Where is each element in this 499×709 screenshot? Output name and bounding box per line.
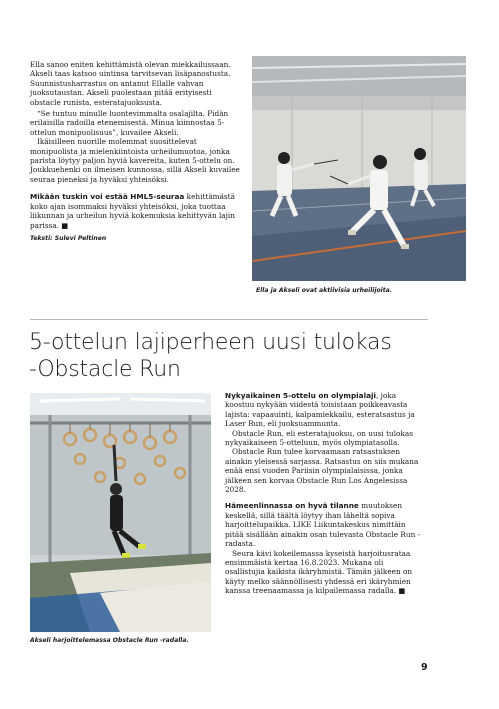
fencing-photo — [252, 56, 466, 281]
paragraph: Ikäisilleen nuorille molemmat suosittelevat monipuolista ja mielenkiintoista urheilumuotoa, jonka parista löytyy paljon hyviä kavereita, kuten 5-ottelu on. Joukkuehenki on ilmeisen kunnossa, sillä Akseli kuvailee seuraa pieneksi ja hyväksi yhteisöksi. — [30, 137, 240, 184]
paragraph: Obstacle Run tulee korvaamaan ratsastuksen ainakin yleisessä sarjassa. Ratsastus on siis mukana enää ensi vuoden Pariisin olympialaisissa, jonka jälkeen sen korvaa Obstacle Run Los Angelesissa 2028. — [225, 447, 419, 495]
top-left-column — [30, 60, 244, 243]
paragraph: “Se tuntuu minulle luontevimmalta osalajilta. Pidän erilaisilla radoilla etenemisestä. Minua kiinnostaa 5-ottelun monipuolisuus”, kuvailee Akseli. — [30, 109, 229, 137]
lead-in: Mikään tuskin voi estää HML5-seuraa — [30, 192, 185, 202]
lead-in: Nykyaikainen 5-ottelu on olympialaji — [225, 391, 377, 400]
bottom-right-column — [225, 391, 425, 596]
paragraph — [225, 501, 425, 548]
paragraph-rest: , joka koostuu nykyään viidestä toisistaan poikkeavasta lajista: vapaauinti, kalpamiekkailu, esteratsastus ja Laser Run, eli juoksuammunta. — [225, 391, 415, 429]
section-heading — [29, 329, 449, 383]
fencing-photo-caption: Ella ja Akseli ovat aktiivisia urheilijoita. — [256, 287, 393, 294]
obstacle-run-photo — [30, 393, 211, 632]
paragraph — [30, 192, 244, 230]
lead-in: Hämeenlinnassa on hyvä tilanne — [225, 501, 359, 511]
byline: Teksti: Sulevi Peltinen — [30, 234, 107, 242]
heading-line-1: 5-ottelun lajiperheen uusi tulokas — [29, 330, 392, 355]
obstacle-photo-caption: Akseli harjoittelemassa Obstacle Run -radalla. — [30, 637, 189, 644]
paragraph: Seura kävi kokeilemassa kyseistä harjoitusrataa ensimmäistä kertaa 16.8.2023. Mukana oli osallistujia kaikista ikäryhmistä. Tämän jälkeen on käyty melko säännöllisesti yhdessä eri ikäryhmien kanssa treenaamassa ja kilpailemassa radalla. ■ — [225, 548, 413, 596]
paragraph-rest: muutoksen keskellä, sillä täältä löytyy ihan läheltä sopiva harjoittelupaikka. LIKE Liikuntakeskus nimittäin pitää sisällään ainakin osan tulevasta Obstacle Run -radasta. — [225, 501, 421, 549]
section-divider — [30, 319, 428, 320]
page-number: 9 — [421, 662, 428, 673]
paragraph-rest: kehittämästä koko ajan isommaksi hyväksi yhteisöksi, joka tuottaa liikunnan ja urheilun hyviä kokemuksia kehittyvän lajin parissa. ■ — [30, 192, 235, 230]
paragraph — [225, 391, 425, 429]
heading-line-2: -Obstacle Run — [29, 357, 181, 382]
paragraph: Obstacle Run, eli esteratajuoksu, on uusi tulokas nykyaikaiseen 5-otteluun, myös olympiatasolla. — [225, 428, 413, 448]
paragraph: Ella sanoo eniten kehittämistä olevan miekkailussaan. Akseli taas katsoo uintinsa tarvitsevan lisäpanostusta. Suunnistusharrastus on antanut Ellalle vahvan juoksutaustan. Akseli puolestaan pitää erityisesti obstacle runista, esteratajuoksusta. — [30, 60, 231, 107]
